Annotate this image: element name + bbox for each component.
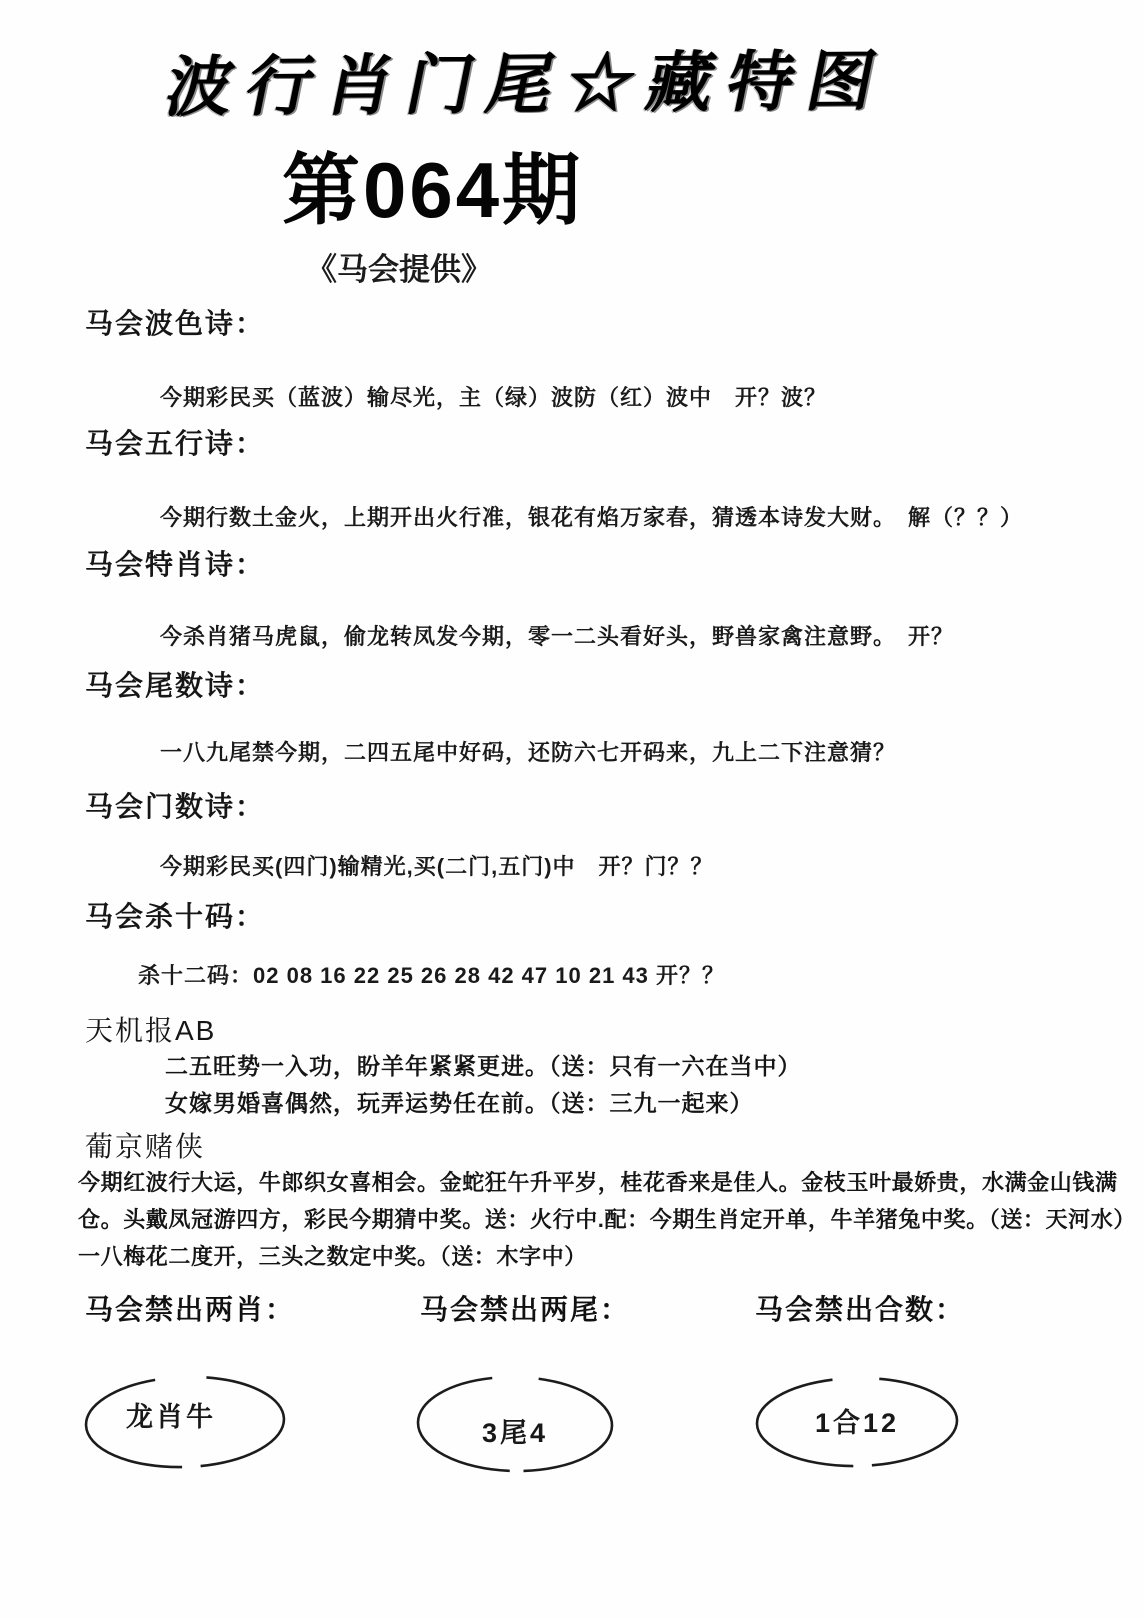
section-heading-pujing-gambler: 葡京赌侠 — [85, 1131, 206, 1162]
section-heading-wave-color: 马会波色诗： — [85, 308, 266, 339]
forbidden-value-two-zodiacs: 龙肖牛 — [126, 1401, 216, 1432]
section-heading-tianji-report: 天机报AB — [85, 1015, 217, 1046]
provider-line: 《马会提供》 — [306, 252, 492, 287]
forbidden-oval-two-tails — [410, 1374, 620, 1474]
section-heading-tail-number: 马会尾数诗： — [85, 670, 266, 701]
forbidden-oval-two-zodiacs — [80, 1372, 290, 1472]
issue-number: 第064期 — [282, 146, 584, 234]
forbidden-oval-sum-number — [752, 1372, 962, 1472]
forbidden-label-two-zodiacs: 马会禁出两肖： — [85, 1294, 296, 1325]
page-title-art: 波行肖门尾☆藏特图 — [159, 45, 896, 125]
pujing-line-1: 今期红波行大运，牛郎织女喜相会。金蛇狂午升平岁，桂花香来是佳人。金枝玉叶最娇贵，水满金山钱满 — [78, 1170, 1118, 1195]
section-heading-special-zodiac: 马会特肖诗： — [85, 549, 266, 580]
pujing-line-3: 一八梅花二度开，三头之数定中奖。（送：木字中） — [78, 1244, 587, 1269]
section-heading-kill-ten-codes: 马会杀十码： — [85, 901, 266, 932]
section-poem-tail-number: 一八九尾禁今期，二四五尾中好码，还防六七开码来，九上二下注意猜？ — [160, 740, 897, 765]
section-poem-gate-number: 今期彩民买(四门)输精光,买(二门,五门)中 开？门？？ — [160, 854, 714, 879]
pujing-line-2: 仓。头戴凤冠游四方，彩民今期猜中奖。送：火行中.配：今期生肖定开单，牛羊猪兔中奖。（送：天河水） — [78, 1207, 1136, 1232]
forbidden-value-sum-number: 1合12 — [814, 1407, 900, 1438]
forbidden-value-two-tails: 3尾4 — [481, 1417, 549, 1448]
section-heading-gate-number: 马会门数诗： — [85, 791, 266, 822]
forbidden-label-sum-number: 马会禁出合数： — [755, 1294, 966, 1325]
section-heading-five-elements: 马会五行诗： — [85, 428, 266, 459]
section-poem-special-zodiac: 今杀肖猪马虎鼠，偷龙转凤发今期，零一二头看好头，野兽家禽注意野。 开？ — [160, 624, 955, 649]
tianji-line-2: 女嫁男婚喜偶然，玩弄运势任在前。（送：三九一起来） — [165, 1090, 754, 1116]
section-poem-five-elements: 今期行数土金火，上期开出火行准，银花有焰万家春，猜透本诗发大财。 解（？？） — [160, 505, 1024, 530]
tianji-line-1: 二五旺势一入功，盼羊年紧紧更进。（送：只有一六在当中） — [165, 1053, 802, 1079]
section-line-kill-twelve-codes: 杀十二码：02 08 16 22 25 26 28 42 47 10 21 43 开？？ — [138, 963, 725, 988]
section-poem-wave-color: 今期彩民买（蓝波）输尽光，主（绿）波防（红）波中 开？波？ — [160, 385, 828, 410]
forbidden-label-two-tails: 马会禁出两尾： — [420, 1294, 631, 1325]
